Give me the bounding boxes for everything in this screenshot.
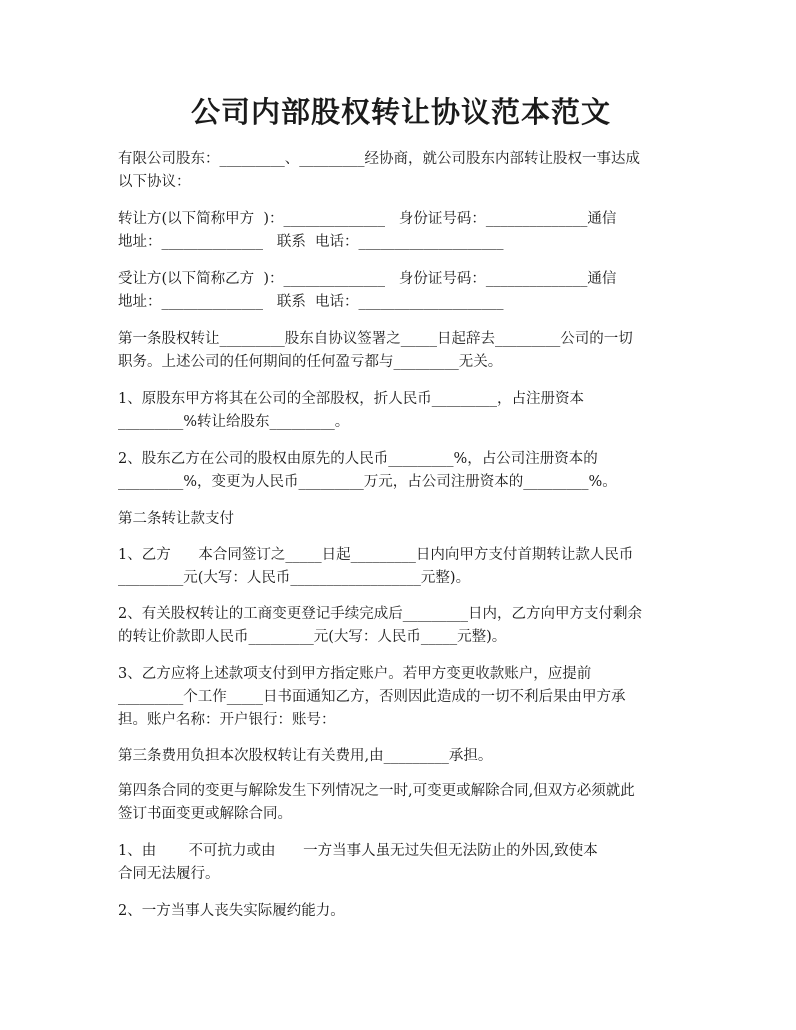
text-line: 地址：______________ 联系 电话：____________________ — [118, 234, 504, 250]
document-title: 公司内部股权转让协议范本范文 — [190, 95, 611, 129]
paragraph-article-4 — [118, 780, 684, 826]
text-line: 第四条合同的变更与解除发生下列情况之一时,可变更或解除合同,但双方必须就此 — [118, 783, 635, 799]
text-line: 第二条转让款支付 — [118, 511, 234, 527]
paragraph-article-2-heading — [118, 508, 684, 531]
text-line: _________元(大写：人民币__________________元整)。 — [118, 570, 471, 586]
text-line: _________%转让给股东_________。 — [118, 414, 350, 430]
paragraph-transferor — [118, 208, 684, 254]
paragraph-article-4-item-1 — [118, 840, 684, 886]
text-line: 第三条费用负担本次股权转让有关费用,由_________承担。 — [118, 748, 493, 764]
text-line: 有限公司股东：_________、_________经协商，就公司股东内部转让股权一事达成 — [118, 151, 640, 167]
text-line: 受让方(以下简称乙方 )：______________ 身份证号码：______________通信 — [118, 271, 617, 287]
text-line: 的转让价款即人民币_________元(大写：人民币_____元整)。 — [118, 629, 507, 645]
text-line: 以下协议： — [118, 174, 191, 190]
text-line: 合同无法履行。 — [118, 866, 220, 882]
paragraph-article-1-item-1 — [118, 388, 684, 434]
paragraph-article-4-item-2 — [118, 900, 684, 923]
text-line: 2、一方当事人丧失实际履约能力。 — [118, 903, 345, 919]
paragraph-article-1-item-2 — [118, 448, 684, 494]
text-line: 担。账户名称：开户银行：账号： — [118, 712, 336, 728]
paragraph-article-3 — [118, 745, 684, 768]
text-line: 2、有关股权转让的工商变更登记手续完成后_________日内，乙方向甲方支付剩余 — [118, 606, 642, 622]
text-line: 2、股东乙方在公司的股权由原先的人民币_________%，占公司注册资本的 — [118, 451, 598, 467]
text-line: 地址：______________ 联系 电话：____________________ — [118, 294, 504, 310]
paragraph-article-2-item-2 — [118, 603, 684, 649]
text-line: 1、由 不可抗力或由 一方当事人虽无过失但无法防止的外因,致使本 — [118, 843, 598, 859]
paragraph-intro — [118, 148, 684, 194]
text-line: _________个工作_____日书面通知乙方，否则因此造成的一切不利后果由甲方承 — [118, 689, 626, 705]
paragraph-article-2-item-1 — [118, 544, 684, 590]
text-line: 1、原股东甲方将其在公司的全部股权，折人民币_________，占注册资本 — [118, 391, 584, 407]
text-line: 第一条股权转让_________股东自协议签署之_____日起辞去_________公司的一切 — [118, 331, 633, 347]
text-line: 职务。上述公司的任何期间的任何盈亏都与_________无关。 — [118, 354, 503, 370]
paragraph-article-2-item-3 — [118, 663, 684, 732]
text-line: 转让方(以下简称甲方 )：______________ 身份证号码：______________通信 — [118, 211, 617, 227]
text-line: _________%，变更为人民币_________万元，占公司注册资本的_________%。 — [118, 474, 617, 490]
text-line: 3、乙方应将上述款项支付到甲方指定账户。若甲方变更收款账户，应提前 — [118, 666, 592, 682]
text-line: 1、乙方 本合同签订之_____日起_________日内向甲方支付首期转让款人民币 — [118, 547, 634, 563]
paragraph-article-1 — [118, 328, 684, 374]
paragraph-transferee — [118, 268, 684, 314]
text-line: 签订书面变更或解除合同。 — [118, 806, 292, 822]
